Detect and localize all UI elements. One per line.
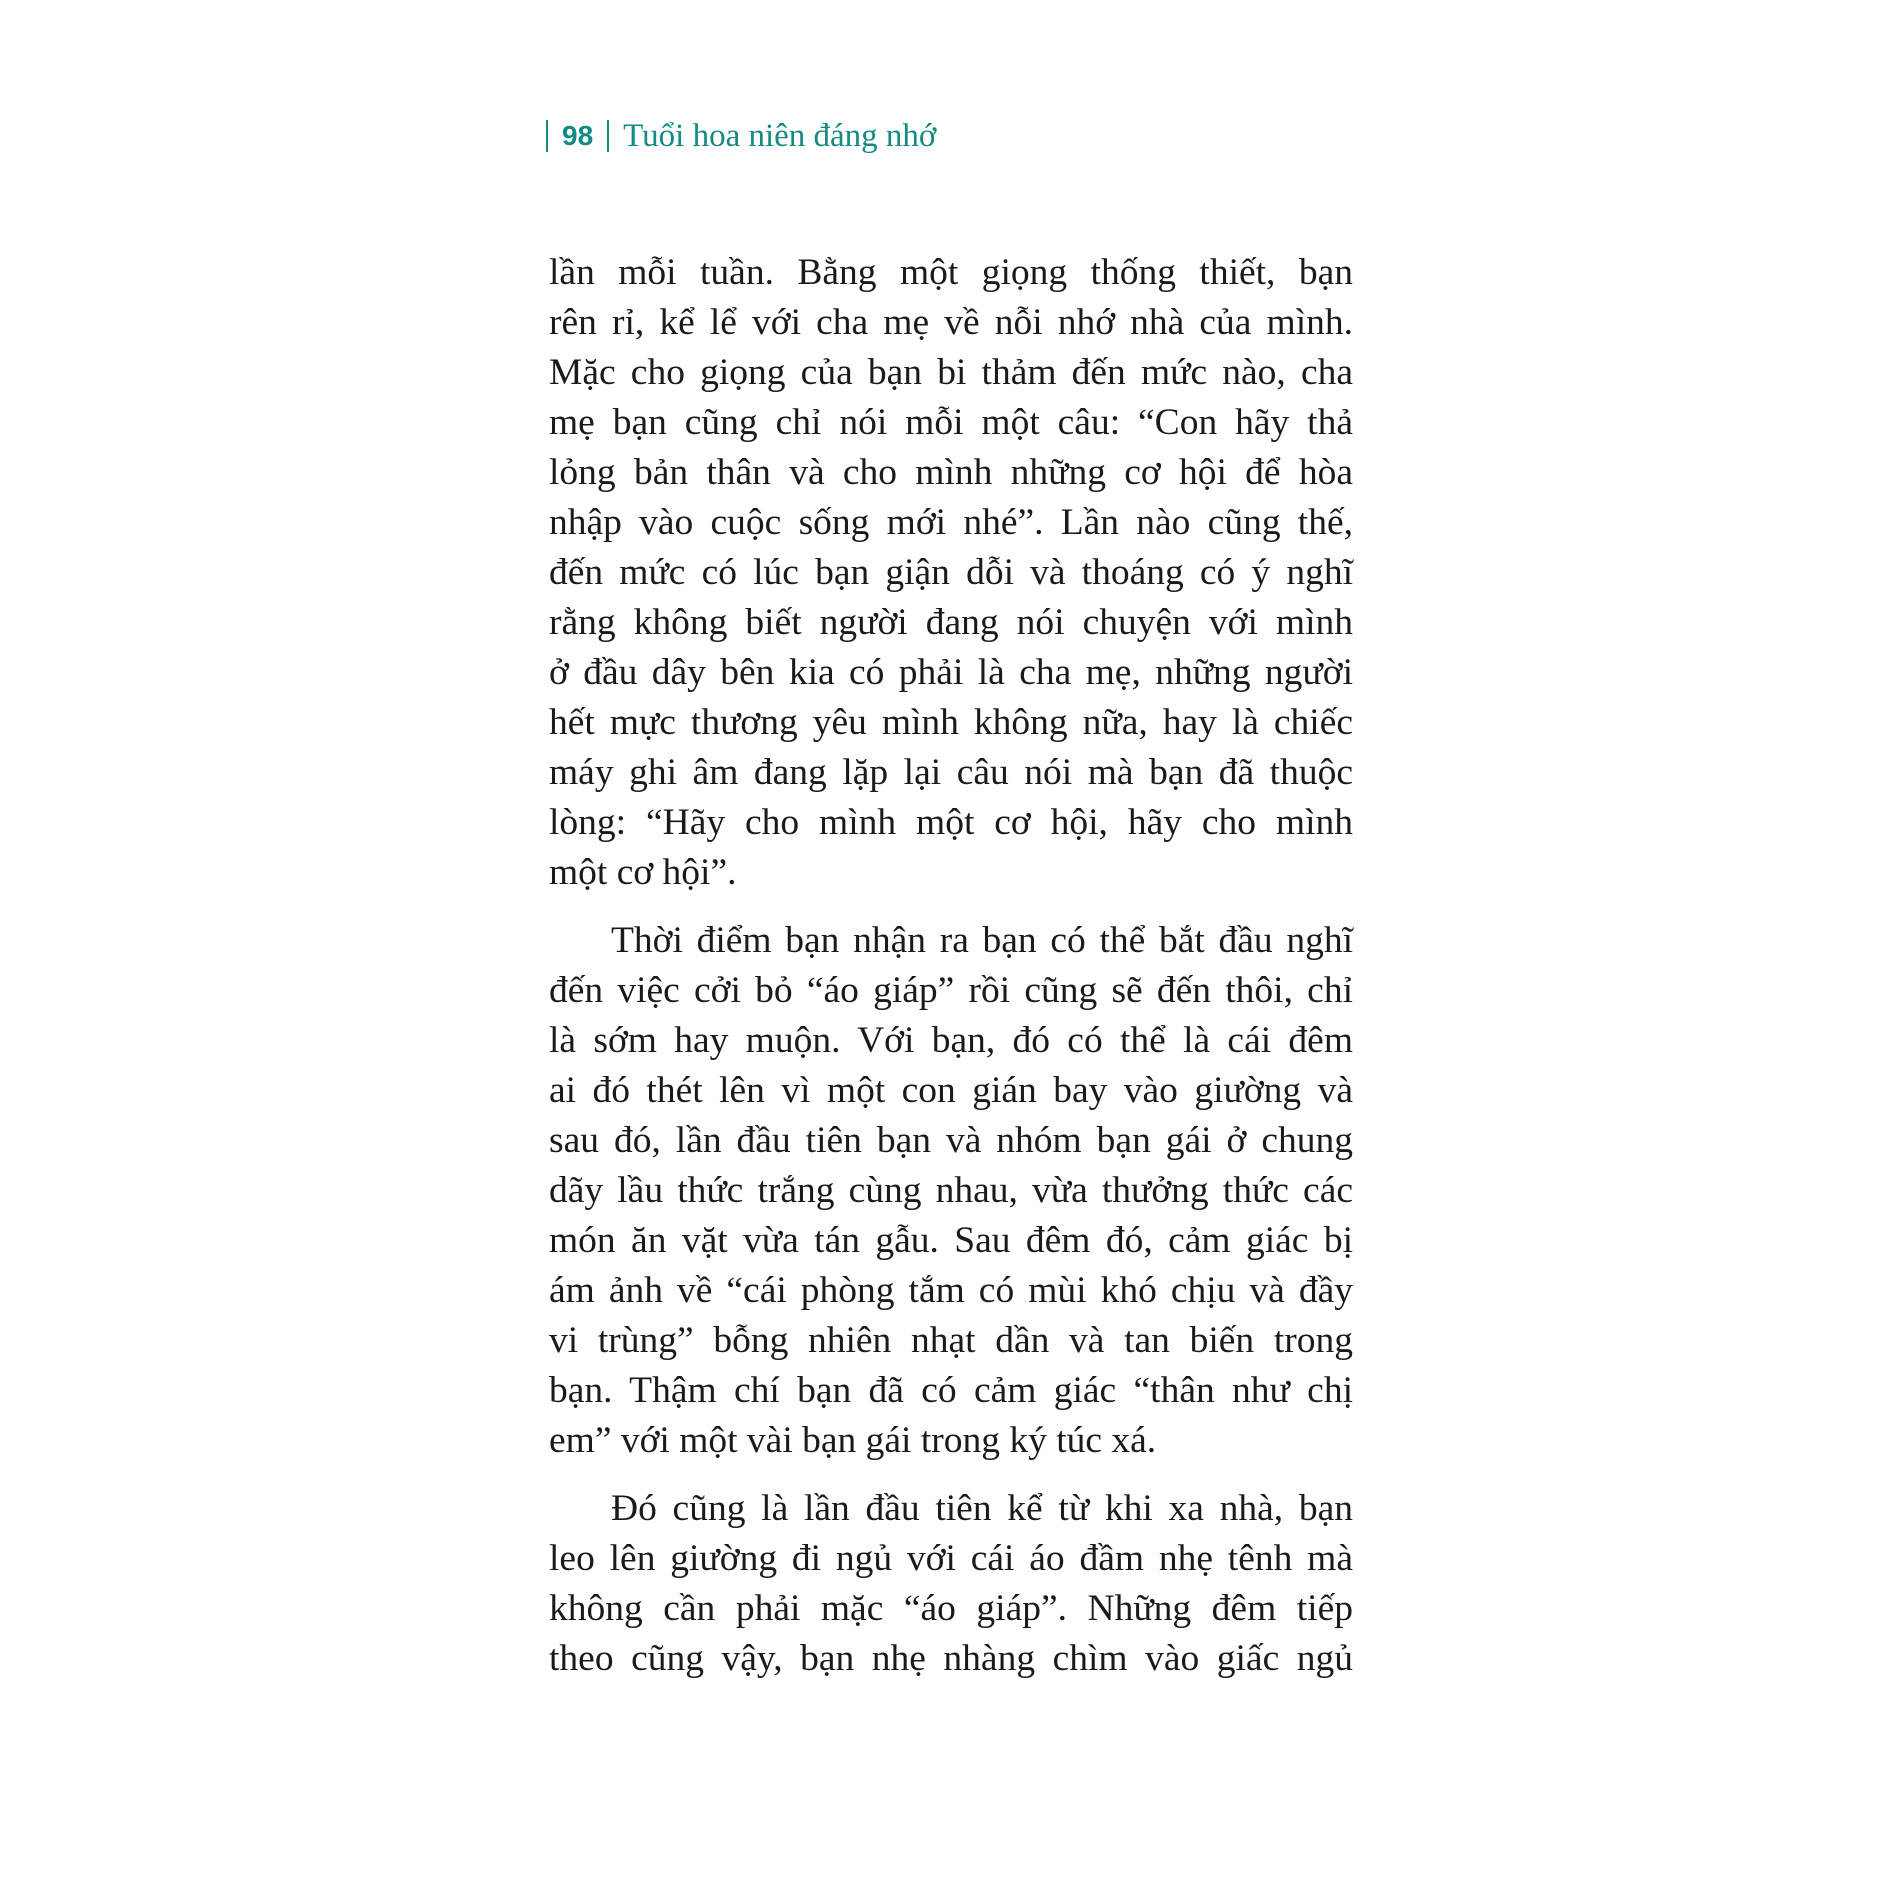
paragraph-2 <box>549 916 1353 1466</box>
header-rule-left <box>546 120 548 152</box>
text-line: không cần phải mặc “áo giáp”. Những đêm tiếp <box>549 1588 1353 1629</box>
text-line: ở đầu dây bên kia có phải là cha mẹ, những người <box>549 652 1353 693</box>
text-line: rên rỉ, kể lể với cha mẹ về nỗi nhớ nhà của mình. <box>549 302 1353 343</box>
paragraph-3 <box>549 1484 1353 1684</box>
text-line: lỏng bản thân và cho mình những cơ hội để hòa <box>549 452 1353 493</box>
book-title: Tuổi hoa niên đáng nhớ <box>623 117 937 154</box>
paragraph-1 <box>549 248 1353 898</box>
text-line: đến mức có lúc bạn giận dỗi và thoáng có ý nghĩ <box>549 552 1353 593</box>
body-text <box>549 248 1353 1684</box>
text-line: món ăn vặt vừa tán gẫu. Sau đêm đó, cảm giác bị <box>549 1220 1353 1261</box>
text-line: là sớm hay muộn. Với bạn, đó có thể là cái đêm <box>549 1020 1353 1061</box>
text-line: em” với một vài bạn gái trong ký túc xá. <box>549 1420 1157 1461</box>
text-line: một cơ hội”. <box>549 852 737 893</box>
text-line: hết mực thương yêu mình không nữa, hay là chiếc <box>549 702 1353 743</box>
text-line: ám ảnh về “cái phòng tắm có mùi khó chịu và đầy <box>549 1270 1353 1311</box>
text-line: leo lên giường đi ngủ với cái áo đầm nhẹ tênh mà <box>549 1538 1353 1579</box>
text-line: Thời điểm bạn nhận ra bạn có thể bắt đầu nghĩ <box>611 920 1353 961</box>
text-line: nhập vào cuộc sống mới nhé”. Lần nào cũng thế, <box>549 502 1353 543</box>
text-line: dãy lầu thức trắng cùng nhau, vừa thưởng thức các <box>549 1170 1353 1211</box>
header-rule-right <box>607 120 609 152</box>
text-line: lòng: “Hãy cho mình một cơ hội, hãy cho mình <box>549 802 1353 843</box>
text-line: bạn. Thậm chí bạn đã có cảm giác “thân như chị <box>549 1370 1353 1411</box>
text-line: đến việc cởi bỏ “áo giáp” rồi cũng sẽ đến thôi, chỉ <box>549 970 1353 1011</box>
text-line: lần mỗi tuần. Bằng một giọng thống thiết, bạn <box>549 252 1353 293</box>
text-line: rằng không biết người đang nói chuyện với mình <box>549 602 1353 643</box>
text-line: máy ghi âm đang lặp lại câu nói mà bạn đã thuộc <box>549 752 1353 793</box>
text-line: theo cũng vậy, bạn nhẹ nhàng chìm vào giấc ngủ <box>549 1638 1353 1679</box>
text-line: ai đó thét lên vì một con gián bay vào giường và <box>549 1070 1353 1111</box>
running-header <box>546 112 936 160</box>
text-line: Đó cũng là lần đầu tiên kể từ khi xa nhà, bạn <box>611 1488 1353 1529</box>
text-line: sau đó, lần đầu tiên bạn và nhóm bạn gái ở chung <box>549 1120 1353 1161</box>
text-line: Mặc cho giọng của bạn bi thảm đến mức nào, cha <box>549 352 1353 393</box>
text-line: vi trùng” bỗng nhiên nhạt dần và tan biến trong <box>549 1320 1353 1361</box>
page-number: 98 <box>562 120 594 151</box>
text-line: mẹ bạn cũng chỉ nói mỗi một câu: “Con hãy thả <box>549 402 1353 443</box>
